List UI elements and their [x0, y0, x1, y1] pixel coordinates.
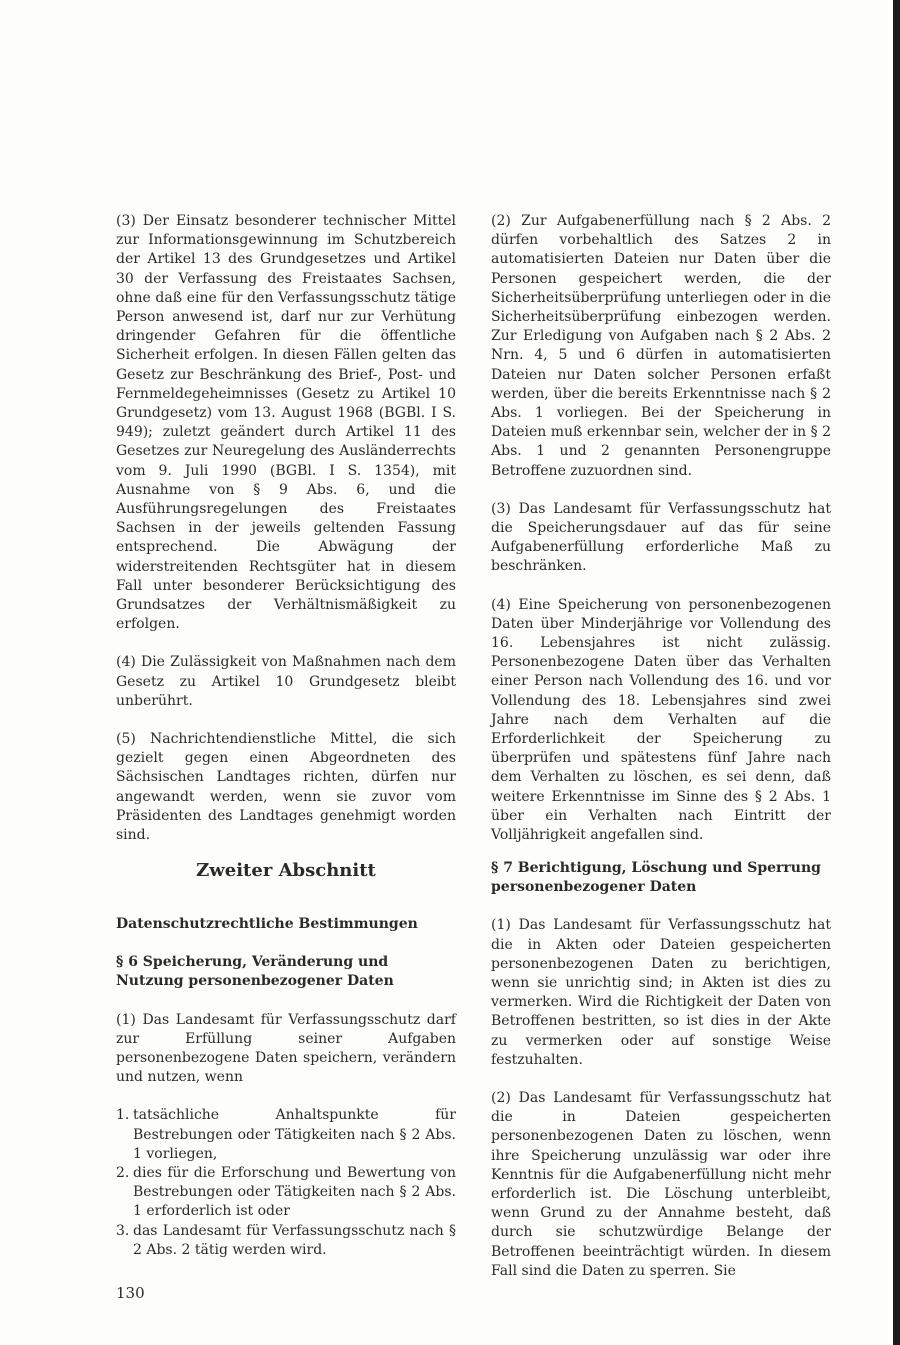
page-edge	[893, 0, 900, 1345]
right-column-bottom	[491, 859, 831, 1281]
left-column-top	[116, 212, 456, 845]
section-title: Zweiter Abschnitt	[196, 860, 376, 881]
left-column-bottom	[116, 915, 456, 1260]
list-item: 2. dies für die Erforschung und Bewertung von Bestrebungen oder Tätigkeiten nach § 2 Abs. 1 erforderlich ist oder	[116, 1165, 456, 1220]
para7-heading: § 7 Berichtigung, Löschung und Sperrung personenbezogener Daten	[491, 860, 821, 896]
right-column-top	[491, 212, 831, 845]
para7-paragraph-2: (2) Das Landesamt für Verfassungsschutz hat die in Dateien gespeicherten personenbezogenen Daten zu löschen, wenn ihre Speicherung unzulässig war oder ihre Kenntnis für die Aufgabenerfüllung nicht mehr erforderlich ist. Die Löschung unterbleibt, wenn Grund zu der Annahme besteht, daß durch sie schutzwürdige Belange der Betroffenen beeinträchtigt würden. In diesem Fall sind die Daten zu sperren. Sie	[491, 1090, 831, 1279]
para6-heading: § 6 Speicherung, Veränderung und Nutzung personenbezogener Daten	[116, 954, 394, 990]
paragraph-2: (2) Zur Aufgabenerfüllung nach § 2 Abs. 2 dürfen vorbehaltlich des Satzes 2 in automatisierten Dateien nur Daten über die Personen gespeichert werden, die der Sicherheitsüberprüfung unterliegen oder in die Sicherheitsüberprüfung einbezogen werden. Zur Erledigung von Aufgaben nach § 2 Abs. 2 Nrn. 4, 5 und 6 dürfen in automatisierten Dateien nur Daten solcher Personen erfaßt werden, über die bereits Erkenntnisse nach § 2 Abs. 1 vorliegen. Bei der Speicherung in Dateien muß erkennbar sein, welcher der in § 2 Abs. 1 und 2 genannten Personengruppe Betroffene zuzuordnen sind.	[491, 213, 831, 479]
paragraph-3: (3) Das Landesamt für Verfassungsschutz hat die Speicherungsdauer auf das für seine Aufgabenerfüllung erforderliche Maß zu beschränken.	[491, 500, 831, 575]
list-item: 1. tatsächliche Anhaltspunkte für Bestrebungen oder Tätigkeiten nach § 2 Abs. 1 vorliegen,	[116, 1107, 456, 1162]
list-item: 3. das Landesamt für Verfassungsschutz nach § 2 Abs. 2 tätig werden wird.	[116, 1222, 456, 1258]
paragraph-5: (5) Nachrichtendienstliche Mittel, die sich gezielt gegen einen Abgeordneten des Sächsischen Landtages richten, dürfen nur angewandt werden, wenn sie zuvor vom Präsidenten des Landtages genehmigt worden sind.	[116, 731, 456, 844]
paragraph-3: (3) Der Einsatz besonderer technischer Mittel zur Informationsgewinnung im Schutzbereich der Artikel 13 des Grundgesetzes und Artikel 30 der Verfassung des Freistaates Sachsen, ohne daß eine für den Verfassungsschutz tätige Person anwesend ist, darf nur zur Verhütung dringender Gefahren für die öffentliche Sicherheit erfolgen. In diesen Fällen gelten das Gesetz zur Beschränkung des Brief-, Post- und Fernmeldegeheimnisses (Gesetz zu Artikel 10 Grundgesetz) vom 13. August 1968 (BGBl. I S. 949); zuletzt geändert durch Artikel 11 des Gesetzes zur Neuregelung des Ausländerrechts vom 9. Juli 1990 (BGBl. I S. 1354), mit Ausnahme von § 9 Abs. 6, und die Ausführungsregelungen des Freistaates Sachsen in der jeweils geltenden Fassung entsprechend. Die Abwägung der widerstreitenden Rechtsgüter hat in diesem Fall unter besonderer Berücksichtigung des Grundsatzes der Verhältnismäßigkeit zu erfolgen.	[116, 213, 456, 633]
page-number: 130	[116, 1284, 145, 1302]
para7-paragraph-1: (1) Das Landesamt für Verfassungsschutz hat die in Akten oder Dateien gespeicherten personenbezogenen Daten zu berichtigen, wenn sie unrichtig sind; in Akten ist dies zu vermerken. Wird die Richtigkeit der Daten von Betroffenen bestritten, so ist dies in der Akte zu vermerken oder auf sonstige Weise festzuhalten.	[491, 917, 831, 1068]
paragraph-4: (4) Die Zulässigkeit von Maßnahmen nach dem Gesetz zu Artikel 10 Grundgesetz bleibt unberührt.	[116, 654, 456, 709]
paragraph-4: (4) Eine Speicherung von personenbezogenen Daten über Minderjährige vor Vollendung des 16. Lebensjahres ist nicht zulässig. Personenbezogene Daten über das Verhalten einer Person nach Vollendung des 16. und vor Vollendung des 18. Lebensjahres sind zwei Jahre nach dem Verhalten auf die Erforderlichkeit der Speicherung zu überprüfen und spätestens fünf Jahre nach dem Verhalten zu löschen, es sei denn, daß weitere Erkenntnisse im Sinne des § 2 Abs. 1 über ein Verhalten nach Eintritt der Volljährigkeit angefallen sind.	[491, 596, 831, 844]
section-subtitle: Datenschutzrechtliche Bestimmungen	[116, 916, 418, 932]
para6-list	[116, 1106, 456, 1260]
para6-paragraph-1: (1) Das Landesamt für Verfassungsschutz darf zur Erfüllung seiner Aufgaben personenbezogene Daten speichern, verändern und nutzen, wenn	[116, 1011, 456, 1086]
